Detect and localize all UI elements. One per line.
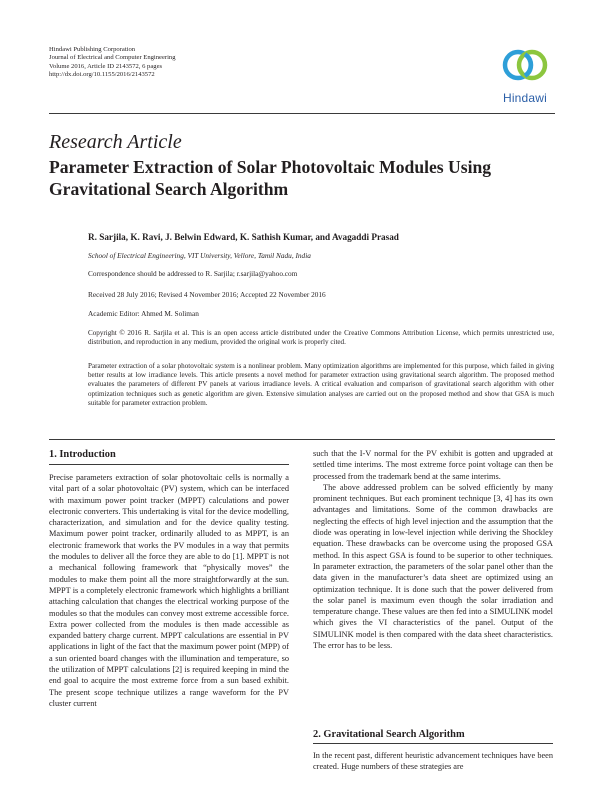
academic-editor: Academic Editor: Ahmed M. Soliman: [88, 309, 199, 318]
header-divider: [49, 113, 555, 114]
publisher: Hindawi Publishing Corporation: [49, 46, 136, 53]
copyright-notice: Copyright © 2016 R. Sarjila et al. This is an open access article distributed under the Creative Commons Attribution License, which permits unrestricted use, distribution, and reproduction in any medium, provided the original work is properly cited.: [88, 329, 554, 347]
journal-header: [49, 46, 176, 80]
journal-name: Journal of Electrical and Computer Engineering: [49, 54, 176, 62]
paragraph: such that the I-V normal for the PV exhibit is gotten and upgraded at settled time interims. The most extreme force point voltage can then be processed from the trademark bend at the same interims.: [313, 449, 553, 481]
doi-link[interactable]: http://dx.doi.org/10.1155/2016/2143572: [49, 71, 155, 79]
section-divider: [49, 464, 289, 465]
right-column-continued: [313, 750, 553, 773]
author-list: R. Sarjila, K. Ravi, J. Belwin Edward, K. Sathish Kumar, and Avagaddi Prasad: [88, 232, 399, 242]
paragraph: The above addressed problem can be solved efficiently by many prominent techniques. But each prominent technique [3, 4] has its own advantages and limitations. Some of the common drawbacks are neglecting the effects of high level injection and the assumption that the diode was operating in low-level injection while deriving the Shockley equation. These drawbacks can be overcome using the proposed GSA method. In this aspect GSA is found to be superior to other techniques. In parameter extraction, the parameters of the solar panel other than the data given in the manufacturer’s data sheet are optimized using an optimization technique. It is done such that the power delivered from the solar panel is maximum even though the solar irradiation and temperature change. These values are then fed into a SIMULINK model which gives the VI characteristics of the panel. Output of the SIMULINK model is then compared with the data sheet characteristics. The error has to be less.: [313, 482, 553, 651]
page-title: Parameter Extraction of Solar Photovoltaic Modules Using Gravitational Search Algorithm: [49, 157, 492, 199]
abstract: Parameter extraction of a solar photovoltaic system is a nonlinear problem. Many optimization algorithms are implemented for this purpose, which failed in giving better results at low irradiance levels. This article presents a novel method for parameter extraction using gravitational search algorithm. The proposed method evaluates the parameters of different PV panels at various irradiance levels. A critical evaluation and comparison of gravitational search algorithm with other optimization techniques such as genetic algorithm are given. Extensive simulation analyses are carried out on the proposed method and show that GSA is much suitable for parameter extraction problem.: [88, 362, 554, 407]
paragraph: In the recent past, different heuristic advancement techniques have been created. Huge numbers of these strategies are: [313, 751, 553, 772]
section-heading-introduction: 1. Introduction: [49, 449, 116, 460]
hindawi-logo-icon: [495, 44, 555, 90]
left-column: [49, 472, 289, 709]
article-type: Research Article: [49, 131, 182, 153]
paragraph: Precise parameters extraction of solar photovoltaic cells is normally a vital part of a solar photovoltaic (PV) system, which can be interfaced with maximum power point tracker (MPPT) calculations and power electronic converters. This undertaking is vital for the device modelling, characterization, and simulation and for the device quality testing. Maximum power point tracker, ordinarily alluded to as MPPT, is an electronic framework that works the PV modules in a way that permits the modules to deliver all the force they are able to do [1]. MPPT is not a mechanical following framework that “physically moves” the modules to make them point all the more straightforwardly at the sun. MPPT is a completely electronic framework which highlights a brilliant attaching calculation that changes the electrical working purpose of the modules so that the modules can convey most extreme accessible force. Extra power collected from the modules is then made accessible as expanded battery charge current. MPPT calculations are essential in PV applications in light of the fact that the maximum power point (MPP) of a sun oriented board changes with the illumination and temperature, so the utilization of MPPT calculations [2] is required keeping in mind the end goal to acquire the most extreme force from a sun based exhibit. The present scope technique utilizes a range waveform for the PV cluster current: [49, 473, 289, 708]
section-heading-gsa: 2. Gravitational Search Algorithm: [313, 729, 465, 740]
correspondence: Correspondence should be addressed to R. Sarjila; r.sarjila@yahoo.com: [88, 269, 298, 278]
affiliation: School of Electrical Engineering, VIT University, Vellore, Tamil Nadu, India: [88, 251, 311, 260]
logo-wordmark: Hindawi: [502, 91, 548, 105]
section-divider: [313, 743, 553, 744]
received-dates: Received 28 July 2016; Revised 4 November 2016; Accepted 22 November 2016: [88, 290, 326, 299]
volume-info: Volume 2016, Article ID 2143572, 6 pages: [49, 62, 163, 70]
right-column: [313, 448, 553, 651]
abstract-divider: [49, 439, 555, 440]
hindawi-logo: [495, 44, 555, 106]
